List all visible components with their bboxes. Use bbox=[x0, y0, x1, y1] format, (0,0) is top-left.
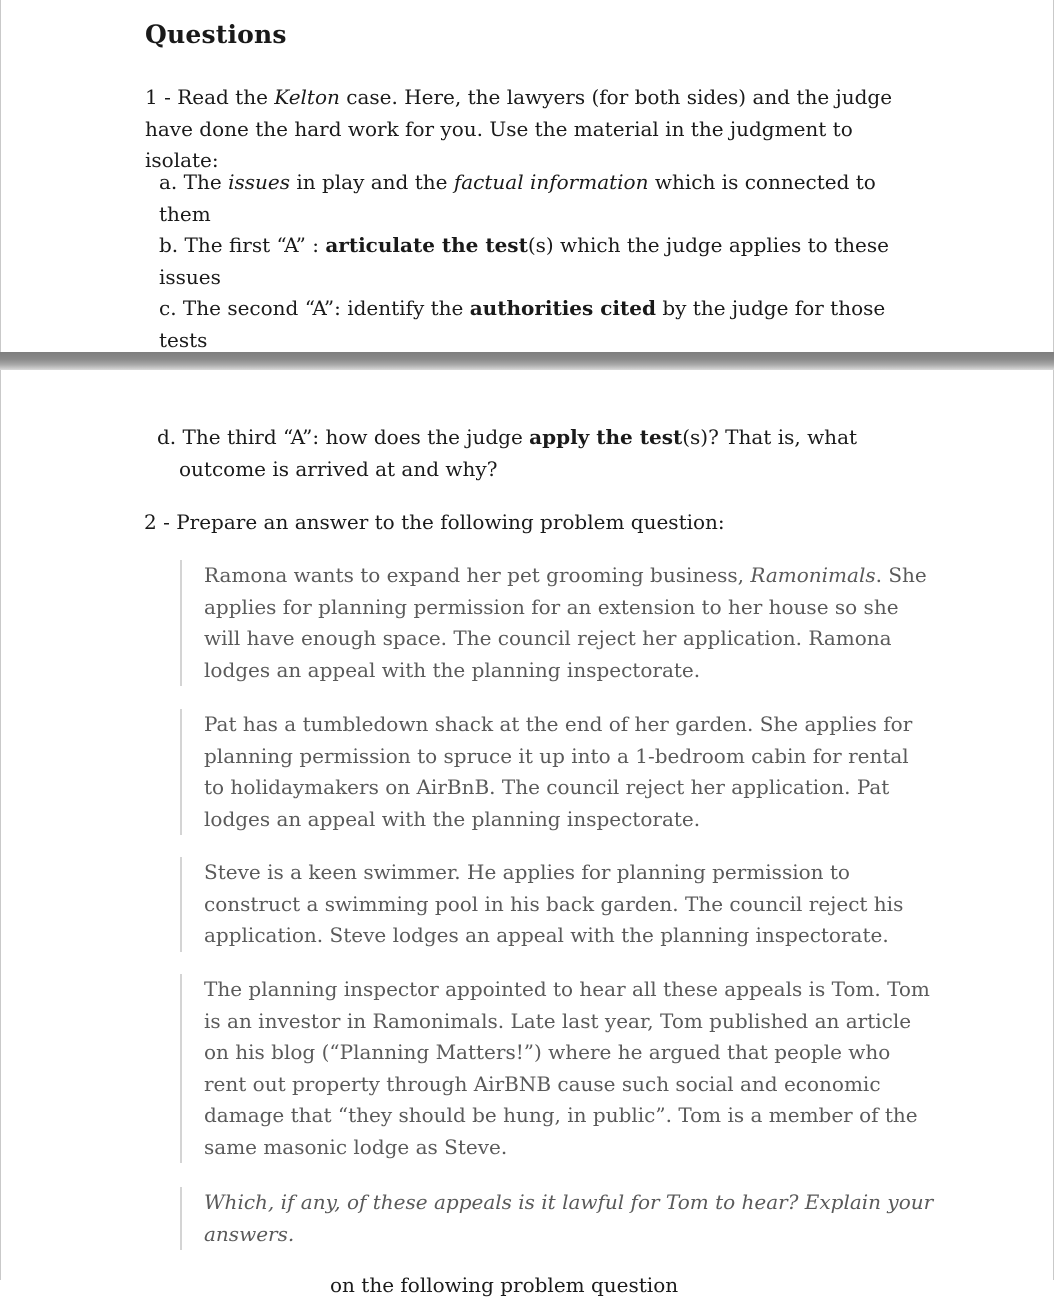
list-text: The bbox=[183, 170, 229, 194]
list-text: The first “A” : bbox=[184, 233, 326, 257]
list-label: c. bbox=[159, 296, 177, 320]
list-text: in play and the bbox=[289, 170, 454, 194]
list-item-d bbox=[157, 422, 917, 485]
scenario-text: Steve is a keen swimmer. He applies for planning permission to construct a swimming pool in his back garden. The council reject his application. Steve lodges an appeal with the planning inspectorate. bbox=[204, 860, 904, 947]
question-2-text bbox=[144, 507, 725, 539]
scenario-text bbox=[204, 560, 934, 686]
business-name: Ramonimals bbox=[750, 563, 876, 587]
scenario-pat bbox=[180, 709, 934, 835]
document-page-top bbox=[0, 0, 1054, 352]
list-emphasis: issues bbox=[228, 170, 290, 194]
list-strong: authorities cited bbox=[469, 296, 656, 320]
list-text: (s) which the judge applies to these issues bbox=[159, 233, 889, 289]
list-text: The second “A”: identify the bbox=[182, 296, 470, 320]
question-2-prompt: Prepare an answer to the following problem question: bbox=[176, 510, 725, 534]
list-item-c bbox=[159, 293, 915, 356]
questions-section bbox=[145, 20, 915, 49]
list-item-b bbox=[159, 230, 915, 293]
page-title: Questions bbox=[145, 20, 287, 49]
scenario-question bbox=[180, 1187, 934, 1250]
list-strong: apply the test bbox=[529, 425, 683, 449]
list-emphasis: factual information bbox=[453, 170, 649, 194]
list-label: b. bbox=[159, 233, 179, 257]
scenario-text: Pat has a tumbledown shack at the end of her garden. She applies for planning permission to spruce it up into a 1-bedroom cabin for rental to holidaymakers on AirBnB. The council reject her application. Pat lodges an appeal with the planning inspectorate. bbox=[204, 712, 913, 831]
question-1-list bbox=[159, 167, 915, 356]
question-1-post: case. Here, the lawyers (for both sides) and the judge have done the hard work for you. Use the material in the judgment to isolate: bbox=[145, 85, 893, 172]
question-1-text bbox=[145, 82, 915, 177]
list-text: which is connected to them bbox=[159, 170, 876, 226]
list-text: by the judge for those tests bbox=[159, 296, 886, 352]
list-label: d. bbox=[157, 425, 177, 449]
scenario-text-part: Ramona wants to expand her pet grooming business, bbox=[204, 563, 751, 587]
list-text: (s)? That is, what outcome is arrived at and why? bbox=[179, 425, 858, 481]
scenario-prompt: Which, if any, of these appeals is it lawful for Tom to hear? Explain your answers. bbox=[204, 1190, 934, 1246]
scenario-text: The planning inspector appointed to hear all these appeals is Tom. Tom is an investor in Ramonimals. Late last year, Tom published an article on his blog (“Planning Matters!”) where he argued that people who rent out property through AirBNB cause such social and economic damage that “they should be hung, in public”. Tom is a member of the same masonic lodge as Steve. bbox=[204, 977, 930, 1159]
question-1-pre: Read the bbox=[177, 85, 275, 109]
page-break bbox=[0, 352, 1054, 370]
question-2-number: 2 - bbox=[144, 510, 177, 534]
list-strong: articulate the test bbox=[325, 233, 528, 257]
scenario-ramona bbox=[180, 560, 934, 686]
scenario-text-part: . She applies for planning permission for an extension to her house so she will have enough space. The council reject her application. Ramona lodges an appeal with the planning inspectorate. bbox=[204, 563, 927, 682]
case-name: Kelton bbox=[274, 85, 340, 109]
list-item-a bbox=[159, 167, 915, 230]
question-1-number: 1 - bbox=[145, 85, 178, 109]
list-label: a. bbox=[159, 170, 178, 194]
scenario-steve bbox=[180, 857, 934, 952]
scenario-tom bbox=[180, 974, 934, 1163]
cutoff-text: on the following problem question bbox=[330, 1273, 679, 1297]
list-text: The third “A”: how does the judge bbox=[182, 425, 530, 449]
